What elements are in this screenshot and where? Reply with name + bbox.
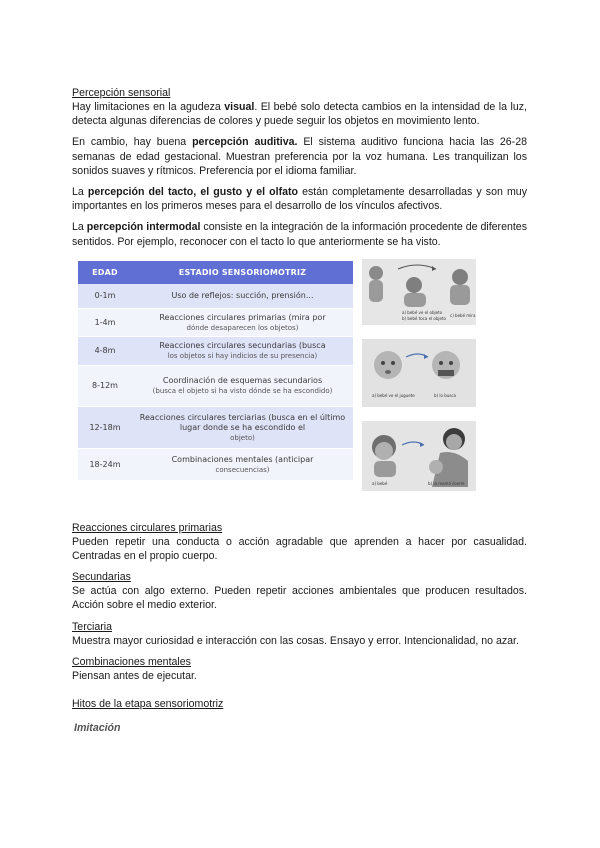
row-age: 12-18m: [78, 407, 132, 449]
svg-text:b) bebé toca el objeto: b) bebé toca el objeto: [402, 315, 446, 321]
svg-text:b) lo busca: b) lo busca: [434, 392, 457, 398]
row-stage: Uso de reflejos: succión, prensión...: [132, 284, 353, 309]
row-age: 18-24m: [78, 449, 132, 481]
row-stage: Combinaciones mentales (anticipar consecuencias): [132, 449, 353, 481]
row-stage: Reacciones circulares secundarias (busca los objetos si hay indicios de su presencia): [132, 337, 353, 366]
illustration-object-tracking: [362, 259, 476, 325]
sensorimotor-stages-table: [78, 261, 353, 482]
svg-text:a) bebé ve el objeto: a) bebé ve el objeto: [402, 309, 443, 315]
paragraph-terciaria: Muestra mayor curiosidad e interacción con las cosas. Ensayo y error. Intencionalidad, no azar.: [72, 634, 519, 647]
baby-photo-icon: [362, 421, 476, 491]
section-heading-terciaria: Terciaria: [72, 620, 113, 633]
row-age: 8-12m: [78, 366, 132, 407]
paragraph-combinaciones: Piensan antes de ejecutar.: [72, 669, 197, 682]
table-row: [78, 449, 353, 481]
subheading-imitacion: Imitación: [74, 722, 121, 735]
illustration-search-toy: [362, 339, 476, 407]
baby-photo-icon: [362, 259, 476, 325]
table-row: [78, 309, 353, 337]
paragraph-secundarias: Se actúa con algo externo. Pueden repetir acciones ambientales que producen resultados. Acción sobre el medio exterior.: [72, 585, 527, 612]
table-row: [78, 284, 353, 309]
svg-text:b) la mamá sonríe: b) la mamá sonríe: [428, 480, 465, 486]
paragraph-primarias: Pueden repetir una conducta o acción agradable que aprenden a hacer por casualidad. Centradas en el propio cuerpo.: [72, 535, 527, 563]
section-heading-percepcion: Percepción sensorial: [72, 87, 171, 99]
row-age: 4-8m: [78, 337, 132, 366]
svg-text:c) bebé mira: c) bebé mira: [450, 312, 476, 318]
section-heading-primarias: Reacciones circulares primarias: [72, 521, 223, 534]
row-stage: Coordinación de esquemas secundarios (busca el objeto si ha visto dónde se ha escondido): [132, 366, 353, 407]
section-heading-hitos: Hitos de la etapa sensoriomotriz: [72, 698, 224, 711]
illustration-mother-baby: [362, 421, 476, 491]
section-heading-secundarias: Secundarias: [72, 571, 131, 584]
paragraph-auditiva: En cambio, hay buena percepción auditiva. El sistema auditivo funciona hacia las 26-28 semanas de edad gestacional. Muestran preferencia por la voz humana. Les tranquilizan los sonidos suaves y rítmicos. Preferencia por el idioma familiar.: [72, 136, 527, 177]
row-age: 0-1m: [78, 284, 132, 309]
table-header-stage: ESTADIO SENSORIOMOTRIZ: [132, 261, 353, 284]
paragraph-visual: Hay limitaciones en la agudeza visual. El bebé solo detecta cambios en la intensidad de la luz, detecta algunas diferencias de colores y puede seguir los objetos en movimiento lento.: [72, 101, 527, 128]
svg-text:a) bebé: a) bebé: [372, 480, 388, 486]
table-row: [78, 407, 353, 449]
table-header-age: EDAD: [78, 261, 132, 284]
sensorimotor-figure: [72, 259, 527, 509]
paragraph-intermodal: La percepción intermodal consiste en la integración de la información procedente de diferentes sentidos. Por ejemplo, reconocer con el tacto lo que anteriormente se ha visto.: [72, 221, 527, 248]
table-row: [78, 337, 353, 366]
row-stage: Reacciones circulares terciarias (busca en el último lugar donde se ha escondido el objeto): [132, 407, 353, 449]
svg-text:a) bebé ve el juguete: a) bebé ve el juguete: [372, 392, 415, 398]
baby-photo-icon: [362, 339, 476, 407]
row-age: 1-4m: [78, 309, 132, 337]
paragraph-tacto: La percepción del tacto, el gusto y el olfato están completamente desarrolladas y son muy importantes en los primeros meses para el desarrollo de los vínculos afectivos.: [72, 186, 527, 213]
document-page: [72, 86, 527, 735]
section-heading-combinaciones: Combinaciones mentales: [72, 655, 191, 668]
row-stage: Reacciones circulares primarias (mira por dónde desaparecen los objetos): [132, 309, 353, 337]
table-row: [78, 366, 353, 407]
